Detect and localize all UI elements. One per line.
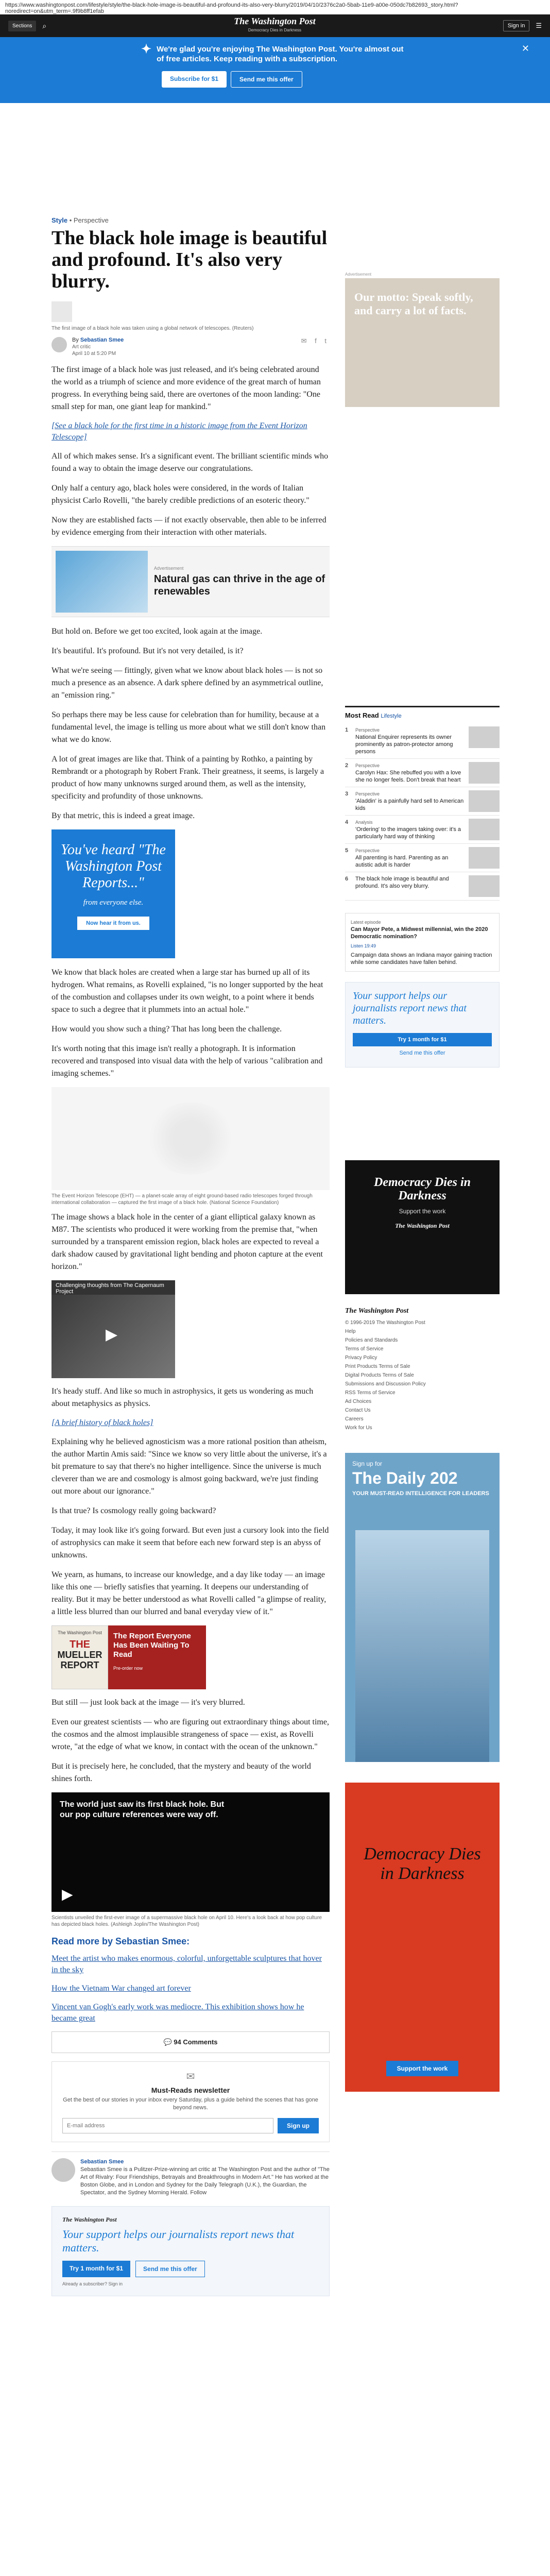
title: Carolyn Hax: She rebuffed you with a love she no longer feels. Don't break that heart (355, 770, 461, 783)
footer-link[interactable]: Careers (345, 1416, 364, 1422)
site-logo[interactable] (53, 16, 497, 35)
paragraph: So perhaps there may be less cause for celebration than for humility, because at a fundamental level, the image is telling us more about what we still don't know than what we do know. (51, 710, 326, 744)
kicker[interactable]: Style • Perspective (51, 216, 109, 224)
paragraph: But hold on. Before we get too excited, look again at the image. (51, 627, 263, 636)
send-offer-button[interactable]: Send me this offer (135, 2261, 205, 2277)
latest-listen[interactable]: Listen 19:49 (351, 943, 376, 948)
video-ad[interactable] (51, 1280, 175, 1378)
inline-link[interactable]: [A brief history of black holes] (51, 1418, 153, 1427)
most-read-item[interactable] (345, 872, 500, 901)
ad-thumbnail (56, 551, 148, 613)
paragraph: Is that true? Is cosmology really going backward? (51, 1506, 216, 1515)
rank: 5 (345, 848, 349, 854)
copyright: © 1996-2019 The Washington Post (345, 1320, 425, 1326)
newsletter-signup (51, 2061, 330, 2142)
category: Perspective (355, 727, 380, 733)
thumbnail (469, 819, 500, 840)
headline: The black hole image is beautiful and profound. It's also very blurry. (51, 227, 328, 292)
paragraph: All of which makes sense. It's a significant event. The brilliant scientific minds who found a way to obtain the image deserve our congratulations. (51, 452, 329, 473)
article-column (51, 216, 330, 2302)
paragraph: Now they are established facts — if not exactly observable, then able to be inferred by evidence emerging from their interaction with other materials. (51, 516, 326, 537)
comments-button[interactable] (51, 2031, 330, 2053)
footer-link[interactable]: Privacy Policy (345, 1355, 377, 1361)
sign-in-button[interactable]: Sign in (503, 20, 530, 31)
democracy2-title: Democracy Dies in Darkness (364, 1844, 481, 1883)
title: 'Ordering' to the imagers taking over: it's a particularly hard way of thinking (355, 826, 461, 840)
category: Perspective (355, 763, 380, 768)
paragraph: We know that black holes are created when a large star has burned up all of its hydrogen. What remains, as Rovelli explained, "is no longer supported by the heat of the combustion and collapses under its own weight, to a point where it bends space to such a degree that it plummets into an actual hole." (51, 968, 323, 1014)
lead-image[interactable] (51, 301, 72, 322)
support-box (51, 2206, 330, 2296)
rank: 3 (345, 791, 349, 797)
newsletter-desc: Get the best of our stories in your inbox every Saturday, plus a guide behind the scenes that has gone beyond news. (63, 2097, 318, 2111)
video-player[interactable] (51, 1792, 330, 1912)
support-work-button[interactable]: Support the work (386, 2061, 458, 2076)
thumbnail (469, 875, 500, 897)
author-avatar (51, 2158, 75, 2182)
title: The black hole image is beautiful and profound. It's also very blurry. (355, 876, 449, 889)
footer-link[interactable]: Help (345, 1329, 356, 1334)
footer-link[interactable]: Print Products Terms of Sale (345, 1364, 410, 1369)
paragraph: The image shows a black hole in the center of a giant elliptical galaxy known as M87. The scientists who produced it were working from the premise that, "when surrounded by a transparent emission region, black holes are expected to reveal a dark shadow caused by gravitational light bending and photon capture at the event horizon." (51, 1213, 323, 1271)
kicker-section: Style (51, 216, 68, 224)
democracy-title: Democracy Dies in Darkness (374, 1176, 471, 1202)
subscription-banner (0, 37, 550, 103)
rank: 4 (345, 819, 349, 825)
close-icon[interactable]: ✕ (521, 43, 529, 54)
rail-support (345, 982, 500, 1067)
top-nav (0, 14, 550, 37)
email-input[interactable] (62, 2118, 273, 2133)
book-cover (51, 1625, 108, 1689)
inline-advertisement[interactable] (51, 546, 330, 617)
url-text: https://www.washingtonpost.com/lifestyle/style/the-black-hole-image-is-beautiful-and-profound-its-also-very-blurry/2019/04/10/2376c2a0-5bab-11e9-a00e-050dc7b82693_story.html?noredirect=on&utm_term=.9f9b8ff1efab (5, 2, 458, 14)
user-icon[interactable]: ☰ (536, 22, 542, 29)
lead-caption: The first image of a black hole was taken using a global network of telescopes. (Reuters) (51, 326, 254, 331)
footer-link[interactable]: Terms of Service (345, 1346, 384, 1352)
democracy-ad-2[interactable] (345, 1783, 500, 2092)
sections-button[interactable]: Sections (8, 21, 36, 31)
mueller-report-ad[interactable] (51, 1625, 206, 1689)
most-read-section[interactable]: Lifestyle (381, 713, 402, 719)
paragraph: It's beautiful. It's profound. But it's not very detailed, is it? (51, 647, 244, 655)
title: 'Aladdin' is a painfully hard sell to American kids (355, 798, 464, 811)
paragraph: It's worth noting that this image isn't really a photograph. It is information recovered and transposed into visual data with the help of various "calibration and imaging schemes." (51, 1044, 323, 1078)
most-read-title: Most Read (345, 711, 379, 719)
rail-offer-button[interactable]: Send me this offer (399, 1050, 445, 1056)
podcast-ad-line1: You've heard "The Washington Post Reports..." (61, 842, 166, 891)
comments-count: 94 Comments (174, 2038, 218, 2046)
video-caption: Scientists unveiled the first-ever image of a supermassive black hole on April 10. Here's a look back at how pop culture has depicted black holes. (Ashleigh Joplin/The Washington Post) (51, 1915, 322, 1927)
paragraph: A lot of great images are like that. Think of a painting by Rothko, a painting by Rembrandt or a photograph by Robert Frank. Their greatness, it seems, is largely a product of how many unknowns surged around them, as well as the intensity, specificity and profundity of those unknowns. (51, 755, 324, 801)
author-role: Art critic (72, 344, 91, 350)
search-icon[interactable]: ⌕ (42, 21, 47, 30)
rail-support-title: Your support helps our journalists report news that matters. (353, 990, 467, 1026)
footer-logo: The Washington Post (345, 1307, 409, 1315)
ad-label: Advertisement (153, 566, 184, 571)
comments-icon: 💬 (163, 2038, 174, 2046)
paragraph: Only half a century ago, black holes were considered, in the words of Italian physicist Carlo Rovelli, "the barely credible predictions of an esoteric theory." (51, 484, 310, 505)
thumbnail (469, 726, 500, 748)
most-read-item[interactable] (345, 816, 500, 844)
tagline: Democracy Dies in Darkness (248, 28, 302, 32)
mueller-blurb-text: The Report Everyone Has Been Waiting To Read (113, 1632, 191, 1659)
paragraph: Today, it may look like it's going forward. But even just a cursory look into the field of astrophysics can make it seem that before each new forward step is an abyss of unknowns. (51, 1526, 329, 1560)
play-icon[interactable]: ▶ (106, 1326, 118, 1343)
logo-text: The Washington Post (234, 16, 316, 26)
footer-link[interactable]: Submissions and Discussion Policy (345, 1381, 426, 1387)
blur-ring (144, 1103, 237, 1175)
subscribe-button[interactable]: Subscribe for $1 (162, 71, 227, 88)
category: Analysis (355, 820, 373, 825)
daily-photo (355, 1530, 489, 1762)
book-publisher: The Washington Post (58, 1630, 102, 1635)
thumbnail (469, 847, 500, 869)
daily-name: The Daily 202 (352, 1469, 458, 1487)
thumbnail (469, 790, 500, 812)
rail-ad-text: Our motto: Speak softly, and carry a lot of facts. (354, 291, 473, 317)
play-icon[interactable]: ▶ (62, 1886, 73, 1902)
thumbnail (469, 762, 500, 784)
most-read-item[interactable] (345, 759, 500, 787)
paragraph: The first image of a black hole was just released, and it's being celebrated around the world as a triumph of science and more evidence of the great march of human progress. In everything being said, there are overtones of the moon landing: "One small step for man, one giant leap for mankind." (51, 365, 321, 411)
title: National Enquirer represents its owner prominently as patron-protector among persons (355, 734, 453, 755)
category: Perspective (355, 848, 380, 853)
most-read-item[interactable] (345, 723, 500, 759)
read-more-heading: Read more by Sebastian Smee: (51, 1936, 190, 1946)
latest-label: Latest episode (351, 920, 381, 925)
daily-top: Sign up for (352, 1460, 383, 1467)
latest-desc: Campaign data shows an Indiana mayor gaining traction while some candidates have fallen behind. (351, 952, 492, 965)
book-title-2: MUELLER REPORT (57, 1650, 102, 1670)
send-offer-button[interactable]: Send me this offer (231, 71, 302, 88)
paragraph: How would you show such a thing? That has long been the challenge. (51, 1025, 282, 1033)
byline-prefix: By (72, 337, 79, 343)
author-bio (51, 2151, 330, 2197)
mueller-cta[interactable]: Pre-order now (113, 1666, 143, 1671)
podcast-ad-button[interactable]: Now hear it from us. (77, 917, 149, 930)
mueller-blurb (108, 1625, 206, 1689)
footer-link[interactable]: RSS Terms of Service (345, 1390, 396, 1396)
podcast-ad-line2: from everyone else. (83, 899, 144, 907)
info-icon: ✦ (141, 42, 152, 56)
daily-202-ad[interactable] (345, 1453, 500, 1762)
share-icons[interactable]: ✉ f t (301, 337, 330, 345)
inline-link[interactable]: [See a black hole for the first time in a historic image from the Event Horizon Telescope] (51, 421, 307, 442)
author-avatar (51, 337, 67, 352)
democracy-ad[interactable] (345, 1160, 500, 1294)
rank: 6 (345, 876, 349, 882)
podcast-latest[interactable] (345, 913, 500, 972)
paragraph: We yearn, as humans, to increase our knowledge, and a day like today — an image like this one — briefly satisfies that yearning. It deepens our understanding of reality. But it may be better understood as what Rovelli called "a glimpse of reality, a little less blurred than our blurred and banal everyday view of it." (51, 1570, 326, 1616)
support-logo: The Washington Post (62, 2216, 117, 2223)
paragraph: Even our greatest scientists — who are figuring out extraordinary things about time, the cosmos and the almost implausible strangeness of space — exist, as Rovelli wrote, "at the edge of what we know, in contact with the ocean of the unknown." (51, 1718, 329, 1751)
rail-try-button[interactable]: Try 1 month for $1 (353, 1033, 492, 1046)
title: All parenting is hard. Parenting as an autistic adult is harder (355, 855, 449, 868)
black-hole-image[interactable] (51, 1087, 330, 1190)
rank: 1 (345, 727, 349, 733)
podcast-ad[interactable] (51, 829, 175, 958)
video-ad-title: Challenging thoughts from The Capernaum Project (51, 1280, 175, 1297)
daily-sub: YOUR MUST-READ INTELLIGENCE FOR LEADERS (352, 1490, 489, 1497)
footer-link[interactable]: Contact Us (345, 1408, 371, 1413)
byline (51, 337, 330, 357)
read-more-link[interactable]: How the Vietnam War changed art forever (51, 1984, 191, 1993)
try-subscription-button[interactable]: Try 1 month for $1 (62, 2261, 130, 2277)
newsletter-title: Must-Reads newsletter (151, 2086, 230, 2094)
right-rail (345, 216, 500, 2092)
footer-link[interactable]: Digital Products Terms of Sale (345, 1372, 414, 1378)
author-name[interactable]: Sebastian Smee (80, 2159, 124, 2165)
publish-date: April 10 at 5:20 PM (72, 351, 116, 357)
paragraph: But it is precisely here, he concluded, that the mystery and beauty of the world shines forth. (51, 1762, 311, 1783)
rail-footer (345, 1307, 500, 1432)
most-read (345, 706, 500, 901)
most-read-item[interactable] (345, 787, 500, 816)
category: Perspective (355, 791, 380, 796)
kicker-sub: Perspective (73, 216, 109, 224)
mail-icon: ✉ (186, 2071, 195, 2082)
sign-up-button[interactable]: Sign up (278, 2118, 319, 2133)
footer-link[interactable]: Policies and Standards (345, 1337, 398, 1343)
paragraph: What we're seeing — fittingly, given what we know about black holes — is not so much a presence as an absence. A dark sphere defined by an asymmetrical outline, an "emission ring." (51, 666, 323, 700)
democracy-sub: Support the work (399, 1208, 446, 1215)
paragraph: It's heady stuff. And like so much in astrophysics, it gets us wondering as much about metaphysics as physics. (51, 1387, 314, 1408)
author-bio-text: Sebastian Smee is a Pulitzer-Prize-winning art critic at The Washington Post and the author of "The Art of Rivalry: Four Friendships, Betrayals and Breakthroughs in Modern Art." He has worked at the Boston Globe, and in London and Sydney for the Daily Telegraph (U.K.), the Guardian, the Spectator, and the Sydney Morning Herald. Follow (80, 2166, 330, 2196)
sign-in-link[interactable]: Already a subscriber? Sign in (62, 2281, 123, 2286)
rail-ad[interactable] (345, 272, 500, 407)
most-read-item[interactable] (345, 844, 500, 872)
video-title: The world just saw its first black hole. But our pop culture references were way off. (60, 1800, 225, 1819)
latest-title: Can Mayor Pete, a Midwest millennial, win the 2020 Democratic nomination? (351, 926, 488, 940)
footer-link[interactable]: Work for Us (345, 1425, 372, 1431)
paragraph: Explaining why he believed agnosticism was a more rational position than atheism, the author Martin Amis said: "Since we know so very little about the universe, it's a bit premature to say that there's no higher intelligence. Since the universe is much cleverer than we are and cosmology is almost going backward, we're just finding out more about our ignorance." (51, 1437, 327, 1496)
read-more (51, 1936, 330, 2024)
banner-message: We're glad you're enjoying The Washington Post. You're almost out of free articles. Keep reading with a subscription. (157, 45, 404, 63)
paragraph: But still — just look back at the image — it's very blurred. (51, 1698, 245, 1707)
read-more-link[interactable]: Meet the artist who makes enormous, colorful, unforgettable sculptures that hover in the sky (51, 1954, 322, 1974)
read-more-link[interactable]: Vincent van Gogh's early work was mediocre. This exhibition shows how he became great (51, 2003, 304, 2023)
image-caption: The Event Horizon Telescope (EHT) — a planet-scale array of eight ground-based radio telescopes forged through international collaboration — captured the first image of a black hole. (National Science Foundation) (51, 1193, 313, 1206)
ad-label: Advertisement (345, 272, 372, 277)
book-title-1: THE (70, 1639, 90, 1650)
democracy-logo: The Washington Post (395, 1222, 450, 1229)
support-title: Your support helps our journalists report news that matters. (62, 2228, 295, 2254)
footer-link[interactable]: Ad Choices (345, 1399, 372, 1404)
ad-title: Natural gas can thrive in the age of renewables (153, 573, 325, 597)
rank: 2 (345, 762, 349, 769)
paragraph: By that metric, this is indeed a great image. (51, 811, 195, 820)
url-bar[interactable] (0, 0, 550, 14)
author-link[interactable]: Sebastian Smee (80, 337, 124, 343)
